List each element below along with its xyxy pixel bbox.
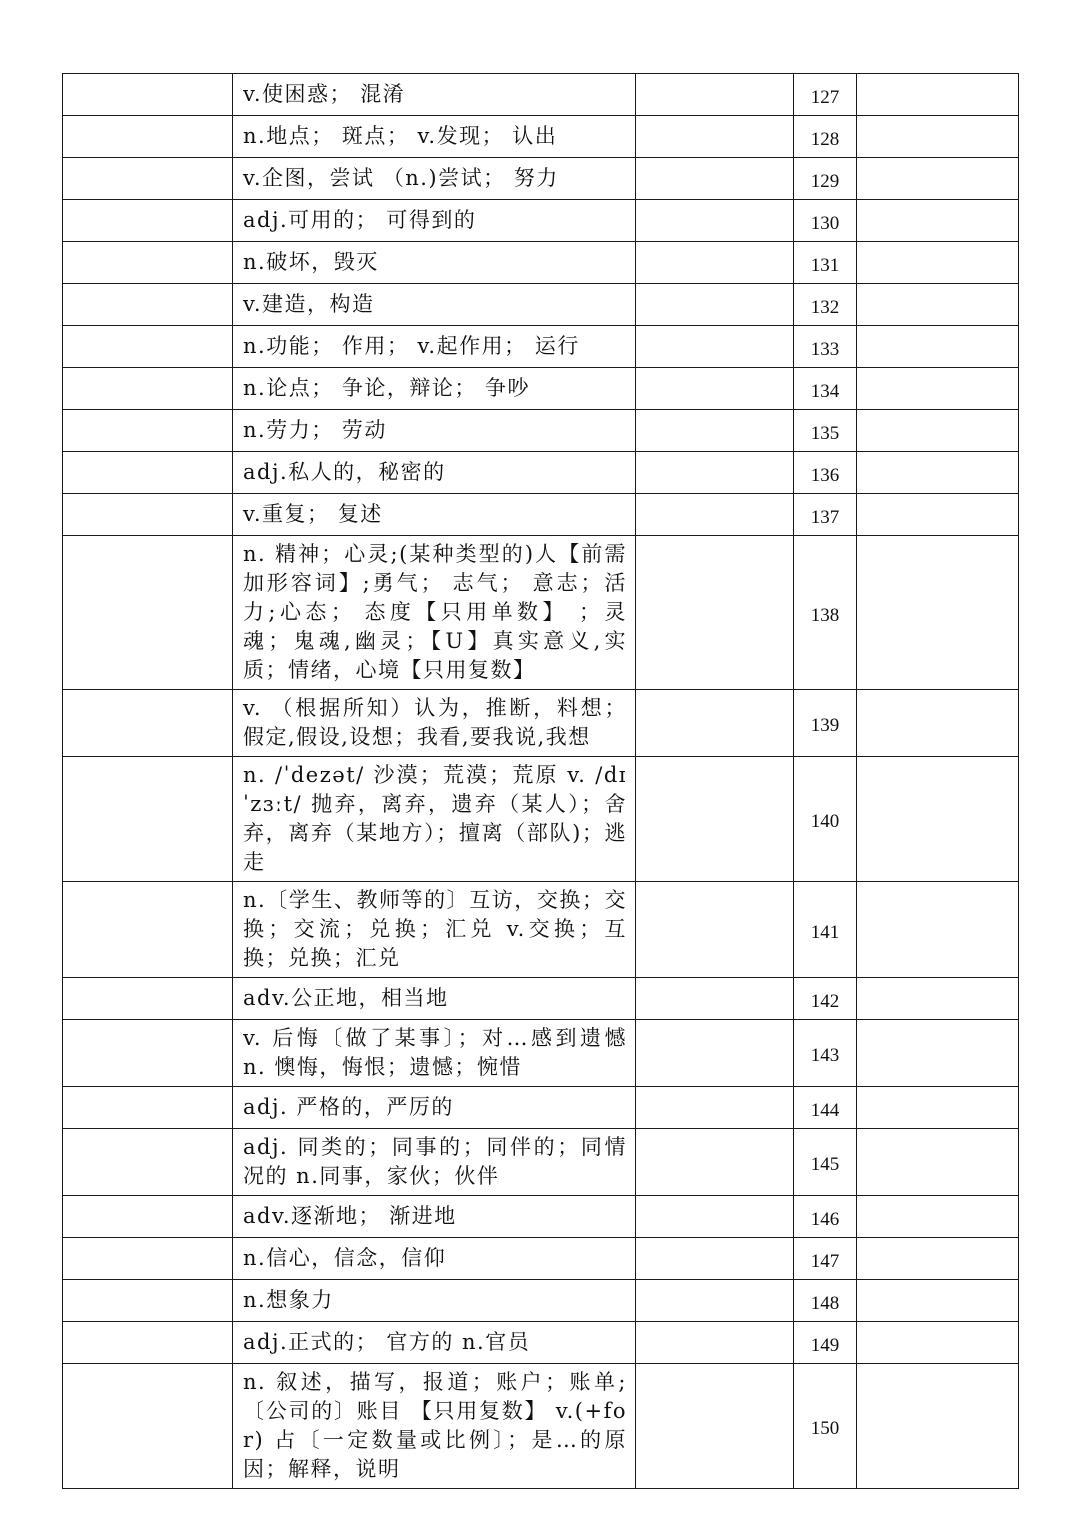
meaning-cell: v.企图，尝试 （n.)尝试； 努力 xyxy=(233,158,636,200)
word-cell[interactable] xyxy=(63,1196,233,1238)
word-cell[interactable] xyxy=(63,74,233,116)
extra-cell[interactable] xyxy=(857,1322,1019,1364)
meaning-cell: n.功能； 作用； v.起作用； 运行 xyxy=(233,326,636,368)
extra-cell[interactable] xyxy=(857,882,1019,978)
word-cell[interactable] xyxy=(63,452,233,494)
answer-cell[interactable] xyxy=(636,1129,794,1196)
meaning-cell: v. （根据所知）认为，推断，料想；假定,假设,设想；我看,要我说,我想 xyxy=(233,690,636,757)
word-cell[interactable] xyxy=(63,1238,233,1280)
word-cell[interactable] xyxy=(63,200,233,242)
row-number-cell: 135 xyxy=(794,410,857,452)
word-cell[interactable] xyxy=(63,536,233,690)
answer-cell[interactable] xyxy=(636,690,794,757)
word-cell[interactable] xyxy=(63,116,233,158)
meaning-cell: n. 叙述，描写，报道；账户；账单;〔公司的〕账目 【只用复数】 v.(+for) 占〔一定数量或比例〕；是…的原因；解释，说明 xyxy=(233,1364,636,1489)
meaning-cell: adj. 严格的，严厉的 xyxy=(233,1087,636,1129)
meaning-cell: adj.正式的； 官方的 n.官员 xyxy=(233,1322,636,1364)
word-cell[interactable] xyxy=(63,326,233,368)
row-number-cell: 148 xyxy=(794,1280,857,1322)
extra-cell[interactable] xyxy=(857,284,1019,326)
answer-cell[interactable] xyxy=(636,326,794,368)
row-number-cell: 147 xyxy=(794,1238,857,1280)
word-cell[interactable] xyxy=(63,284,233,326)
table-row xyxy=(63,1322,1019,1364)
extra-cell[interactable] xyxy=(857,536,1019,690)
word-cell[interactable] xyxy=(63,1087,233,1129)
table-row xyxy=(63,1087,1019,1129)
answer-cell[interactable] xyxy=(636,1020,794,1087)
extra-cell[interactable] xyxy=(857,1238,1019,1280)
extra-cell[interactable] xyxy=(857,494,1019,536)
extra-cell[interactable] xyxy=(857,1129,1019,1196)
answer-cell[interactable] xyxy=(636,536,794,690)
extra-cell[interactable] xyxy=(857,410,1019,452)
answer-cell[interactable] xyxy=(636,368,794,410)
extra-cell[interactable] xyxy=(857,158,1019,200)
table-row xyxy=(63,158,1019,200)
row-number-cell: 129 xyxy=(794,158,857,200)
word-cell[interactable] xyxy=(63,368,233,410)
meaning-cell: v.建造，构造 xyxy=(233,284,636,326)
row-number-cell: 137 xyxy=(794,494,857,536)
meaning-cell: n.信心，信念，信仰 xyxy=(233,1238,636,1280)
row-number-cell: 128 xyxy=(794,116,857,158)
row-number-cell: 145 xyxy=(794,1129,857,1196)
row-number-cell: 146 xyxy=(794,1196,857,1238)
table-row xyxy=(63,284,1019,326)
word-cell[interactable] xyxy=(63,410,233,452)
answer-cell[interactable] xyxy=(636,200,794,242)
meaning-cell: adv.逐渐地； 渐进地 xyxy=(233,1196,636,1238)
table-row xyxy=(63,116,1019,158)
meaning-cell: n.〔学生、教师等的〕互访，交换；交换；交流；兑换；汇兑 v.交换；互换；兑换；汇兑 xyxy=(233,882,636,978)
meaning-cell: adv.公正地，相当地 xyxy=(233,978,636,1020)
extra-cell[interactable] xyxy=(857,452,1019,494)
answer-cell[interactable] xyxy=(636,1322,794,1364)
table-row xyxy=(63,452,1019,494)
table-row xyxy=(63,1280,1019,1322)
meaning-cell: v.使困惑； 混淆 xyxy=(233,74,636,116)
word-cell[interactable] xyxy=(63,1322,233,1364)
meaning-cell: adj.可用的； 可得到的 xyxy=(233,200,636,242)
answer-cell[interactable] xyxy=(636,978,794,1020)
answer-cell[interactable] xyxy=(636,757,794,882)
table-row xyxy=(63,1129,1019,1196)
word-cell[interactable] xyxy=(63,242,233,284)
row-number-cell: 127 xyxy=(794,74,857,116)
row-number-cell: 133 xyxy=(794,326,857,368)
table-row xyxy=(63,536,1019,690)
answer-cell[interactable] xyxy=(636,882,794,978)
table-row xyxy=(63,410,1019,452)
meaning-cell: v.重复； 复述 xyxy=(233,494,636,536)
extra-cell[interactable] xyxy=(857,978,1019,1020)
extra-cell[interactable] xyxy=(857,1196,1019,1238)
word-cell[interactable] xyxy=(63,1020,233,1087)
word-cell[interactable] xyxy=(63,757,233,882)
table-row xyxy=(63,326,1019,368)
extra-cell[interactable] xyxy=(857,74,1019,116)
answer-cell[interactable] xyxy=(636,1280,794,1322)
word-cell[interactable] xyxy=(63,1129,233,1196)
meaning-cell: n.想象力 xyxy=(233,1280,636,1322)
table-row xyxy=(63,200,1019,242)
row-number-cell: 130 xyxy=(794,200,857,242)
row-number-cell: 142 xyxy=(794,978,857,1020)
meaning-cell: n. /ˈdezət/ 沙漠；荒漠；荒原 v. /dɪˈzɜːt/ 抛弃，离弃，遗弃（某人）；舍弃，离弃（某地方）；擅离（部队)；逃走 xyxy=(233,757,636,882)
table-row xyxy=(63,757,1019,882)
word-cell[interactable] xyxy=(63,158,233,200)
answer-cell[interactable] xyxy=(636,74,794,116)
table-row xyxy=(63,1238,1019,1280)
row-number-cell: 143 xyxy=(794,1020,857,1087)
table-row xyxy=(63,978,1019,1020)
row-number-cell: 131 xyxy=(794,242,857,284)
row-number-cell: 140 xyxy=(794,757,857,882)
answer-cell[interactable] xyxy=(636,284,794,326)
table-row xyxy=(63,494,1019,536)
extra-cell[interactable] xyxy=(857,1087,1019,1129)
meaning-cell: n.论点； 争论，辩论； 争吵 xyxy=(233,368,636,410)
vocabulary-table xyxy=(62,73,1019,1489)
meaning-cell: n.劳力； 劳动 xyxy=(233,410,636,452)
meaning-cell: n. 精神；心灵;(某种类型的)人【前需加形容词】;勇气； 志气； 意志；活力;心态； 态度【只用单数】 ；灵魂；鬼魂,幽灵；【U】真实意义,实质；情绪，心境【只用复数】 xyxy=(233,536,636,690)
table-row xyxy=(63,74,1019,116)
row-number-cell: 136 xyxy=(794,452,857,494)
extra-cell[interactable] xyxy=(857,326,1019,368)
answer-cell[interactable] xyxy=(636,1196,794,1238)
row-number-cell: 144 xyxy=(794,1087,857,1129)
answer-cell[interactable] xyxy=(636,116,794,158)
extra-cell[interactable] xyxy=(857,1280,1019,1322)
answer-cell[interactable] xyxy=(636,158,794,200)
row-number-cell: 138 xyxy=(794,536,857,690)
extra-cell[interactable] xyxy=(857,690,1019,757)
answer-cell[interactable] xyxy=(636,242,794,284)
row-number-cell: 141 xyxy=(794,882,857,978)
row-number-cell: 139 xyxy=(794,690,857,757)
word-cell[interactable] xyxy=(63,882,233,978)
table-row xyxy=(63,882,1019,978)
word-cell[interactable] xyxy=(63,494,233,536)
extra-cell[interactable] xyxy=(857,116,1019,158)
table-row xyxy=(63,1196,1019,1238)
row-number-cell: 149 xyxy=(794,1322,857,1364)
meaning-cell: v. 后悔〔做了某事〕；对…感到遗憾 n. 懊悔，悔恨；遗憾；惋惜 xyxy=(233,1020,636,1087)
answer-cell[interactable] xyxy=(636,410,794,452)
word-cell[interactable] xyxy=(63,1280,233,1322)
answer-cell[interactable] xyxy=(636,1238,794,1280)
row-number-cell: 134 xyxy=(794,368,857,410)
extra-cell[interactable] xyxy=(857,368,1019,410)
extra-cell[interactable] xyxy=(857,242,1019,284)
table-row xyxy=(63,1364,1019,1489)
word-cell[interactable] xyxy=(63,690,233,757)
vocabulary-table-body xyxy=(63,74,1019,1489)
table-row xyxy=(63,1020,1019,1087)
meaning-cell: adj. 同类的；同事的；同伴的；同情况的 n.同事，家伙；伙伴 xyxy=(233,1129,636,1196)
word-cell[interactable] xyxy=(63,978,233,1020)
extra-cell[interactable] xyxy=(857,1364,1019,1489)
extra-cell[interactable] xyxy=(857,1020,1019,1087)
answer-cell[interactable] xyxy=(636,1364,794,1489)
extra-cell[interactable] xyxy=(857,200,1019,242)
row-number-cell: 132 xyxy=(794,284,857,326)
word-cell[interactable] xyxy=(63,1364,233,1489)
table-row xyxy=(63,242,1019,284)
row-number-cell: 150 xyxy=(794,1364,857,1489)
answer-cell[interactable] xyxy=(636,1087,794,1129)
answer-cell[interactable] xyxy=(636,452,794,494)
meaning-cell: n.地点； 斑点； v.发现； 认出 xyxy=(233,116,636,158)
table-row xyxy=(63,690,1019,757)
meaning-cell: n.破坏，毁灭 xyxy=(233,242,636,284)
table-row xyxy=(63,368,1019,410)
answer-cell[interactable] xyxy=(636,494,794,536)
meaning-cell: adj.私人的，秘密的 xyxy=(233,452,636,494)
extra-cell[interactable] xyxy=(857,757,1019,882)
